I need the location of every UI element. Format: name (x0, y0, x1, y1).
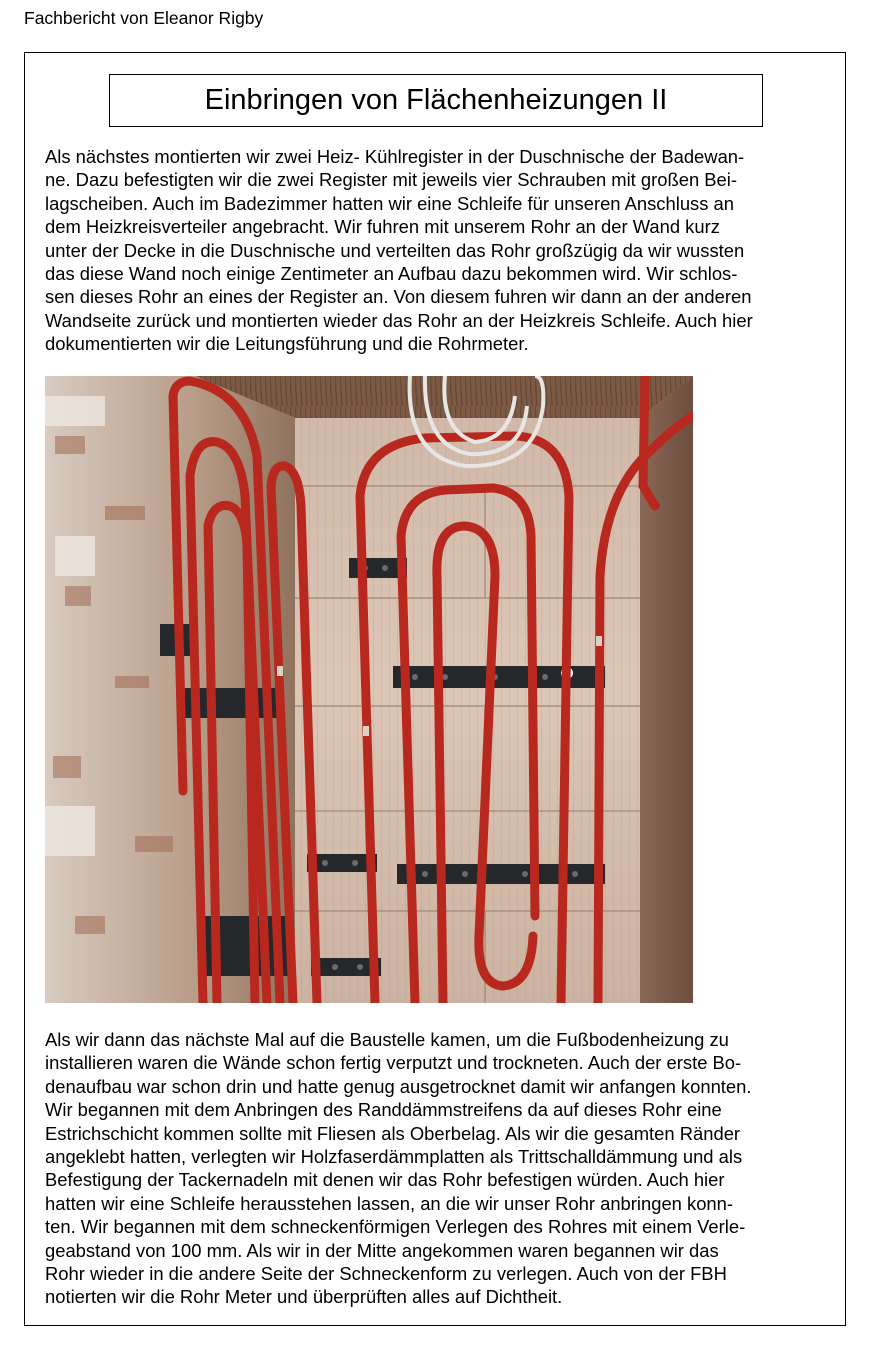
text-line: dem Heizkreisverteiler angebracht. Wir fuhren mit unserem Rohr an der Wand kurz (45, 216, 720, 238)
text-line: Als nächstes montierten wir zwei Heiz- Kühlregister in der Duschnische der Badewan- (45, 146, 745, 167)
text-line: Befestigung der Tackernadeln mit denen wir das Rohr befestigen würden. Auch hier (45, 1169, 725, 1191)
text-line: hatten wir eine Schleife herausstehen lassen, an die wir unser Rohr anbringen konn- (45, 1192, 734, 1214)
text-line: sen dieses Rohr an eines der Register an. Von diesem fuhren wir dann an der anderen (45, 286, 752, 308)
text-line: das diese Wand noch einige Zentimeter an Aufbau dazu bekommen wird. Wir schlos- (45, 263, 738, 285)
text-line: Als wir dann das nächste Mal auf die Baustelle kamen, um die Fußbodenheizung zu (45, 1029, 729, 1050)
report-frame (24, 52, 846, 1326)
paragraph-1 (45, 145, 835, 356)
text-line: Wir begannen mit dem Anbringen des Randdämmstreifens da auf dieses Rohr eine (45, 1099, 722, 1121)
text-line: Estrichschicht kommen sollte mit Fliesen als Oberbelag. Als wir die gesamten Ränder (45, 1122, 741, 1144)
text-line: ten. Wir begannen mit dem schneckenförmigen Verlegen des Rohres mit einem Verle- (45, 1216, 746, 1238)
text-line: dokumentierten wir die Leitungsführung und die Rohrmeter. (45, 333, 529, 355)
paragraph-2 (45, 1028, 835, 1309)
text-line: denaufbau war schon drin und hatte genug ausgetrocknet damit wir anfangen konnten. (45, 1075, 752, 1097)
text-line: notierten wir die Rohr Meter und überprüften alles auf Dichtheit. (45, 1286, 563, 1308)
text-line: angeklebt hatten, verlegten wir Holzfaserdämmplatten als Trittschalldämmung und als (45, 1146, 743, 1168)
text-line: Wandseite zurück und montierten wieder das Rohr an der Heizkreis Schleife. Auch hier (45, 309, 753, 331)
author-header: Fachbericht von Eleanor Rigby (24, 8, 264, 28)
wall-heating-photo (45, 376, 693, 1003)
text-line: unter der Decke in die Duschnische und verteilten das Rohr großzügig da wir wussten (45, 239, 745, 261)
text-line: ne. Dazu befestigten wir die zwei Register mit jeweils vier Schrauben mit großen Bei- (45, 169, 737, 191)
text-line: geabstand von 100 mm. Als wir in der Mitte angekommen waren begannen wir das (45, 1239, 719, 1261)
text-line: installieren waren die Wände schon fertig verputzt und trockneten. Auch der erste Bo- (45, 1052, 742, 1074)
text-line: lagscheiben. Auch im Badezimmer hatten wir eine Schleife für unseren Anschluss an (45, 192, 735, 214)
text-line: Rohr wieder in die andere Seite der Schneckenform zu verlegen. Auch von der FBH (45, 1263, 727, 1285)
report-title: Einbringen von Flächenheizungen II (109, 74, 763, 127)
